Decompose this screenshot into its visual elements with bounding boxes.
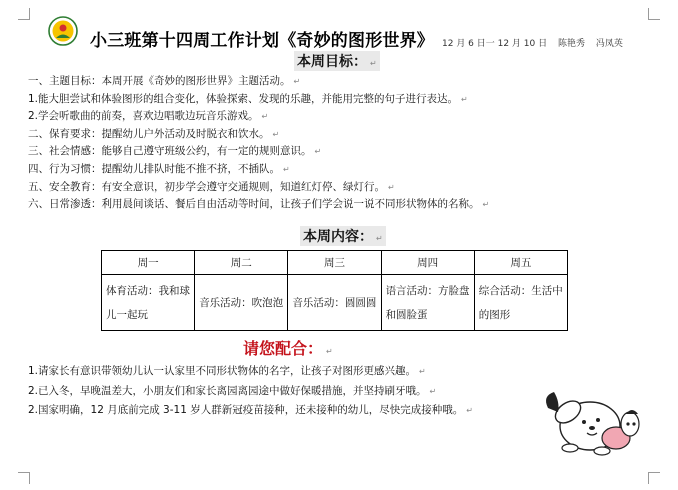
paragraph-mark-icon: ↵ [429,386,437,396]
activity-cell: 音乐活动：吹泡泡 [195,275,288,331]
crop-mark-top-right [648,8,660,20]
goals-list [28,73,588,214]
day-header: 周四 [381,251,474,275]
crop-mark-bottom-left [18,472,30,484]
goal-item: 五、安全教育：有安全意识，初步学会遵守交通规则，知道红灯停、绿灯行。 ↵ [28,180,395,193]
day-header: 周二 [195,251,288,275]
paragraph-mark-icon: ↵ [461,94,468,104]
goal-item: 一、主题目标：本周开展《奇妙的图形世界》主题活动。 ↵ [28,75,301,87]
cooperation-item: 2.已入冬，早晚温差大，小朋友们和家长离园离园途中做好保暖措施，并坚持刷牙哦。 ↵ [28,384,437,397]
page-title: 小三班第十四周工作计划《奇妙的图形世界》 [90,31,434,51]
paragraph-mark-icon: ↵ [388,182,395,192]
weekly-schedule-table [101,250,568,331]
crop-mark-top-left [18,8,30,20]
paragraph-mark-icon: ↵ [314,147,322,157]
crop-mark-bottom-right [648,472,660,484]
paragraph-mark-icon: ↵ [293,77,301,86]
header [90,26,631,51]
day-header: 周一 [102,251,195,275]
paragraph-mark-icon: ↵ [370,59,377,68]
goal-item: 二、保育要求：提醒幼儿户外活动及时脱衣和饮水。 ↵ [28,127,280,140]
content-heading: 本周内容： ↵ [300,226,386,246]
activity-cell: 音乐活动：圆圆圆 [288,275,381,331]
goals-heading: 本周目标： ↵ [294,51,380,71]
paragraph-mark-icon: ↵ [419,367,426,376]
cooperation-heading: 请您配合： ↵ [243,339,333,358]
paragraph-mark-icon: ↵ [466,406,473,415]
goal-item: 2.学会听歌曲的前奏，喜欢边唱歌边玩音乐游戏。 ↵ [28,110,269,123]
teacher-name-2: 冯凤英 [595,39,623,49]
cooperation-list [28,362,528,421]
goal-item: 四、行为习惯：提醒幼儿排队时能不推不挤，不插队。 ↵ [28,162,290,175]
paragraph-mark-icon: ↵ [261,112,269,122]
paragraph-mark-icon: ↵ [283,164,290,174]
paragraph-mark-icon: ↵ [272,129,280,139]
table-row [102,275,568,331]
activity-cell: 综合活动：生活中的图形 [474,275,567,331]
goal-item: 六、日常渗透：利用晨间谈话、餐后自由活动等时间，让孩子们学会说一说不同形状物体的名称。 ↵ [28,198,490,211]
table-header-row [102,251,568,275]
paragraph-mark-icon: ↵ [326,347,333,356]
goal-item: 1.能大胆尝试和体验图形的组合变化，体验探索、发现的乐趣，并能用完整的句子进行表达。 ↵ [28,92,468,105]
activity-cell: 体育活动：我和球儿一起玩 [102,275,195,331]
cooperation-item: 1.请家长有意识带领幼儿认一认家里不同形状物体的名字，让孩子对图形更感兴趣。 ↵ [28,365,426,377]
date-range: 12 月 6 日一 12 月 10 日 [442,39,548,49]
activity-cell: 语言活动：方脸盘和圆脸蛋 [381,275,474,331]
header-meta [442,36,631,49]
kindergarten-logo-icon [48,16,78,46]
teacher-name-1: 陈艳秀 [557,39,585,49]
day-header: 周三 [288,251,381,275]
cooperation-item: 2.国家明确，12 月底前完成 3-11 岁人群新冠疫苗接种，还未接种的幼儿，尽快完成接种哦。 ↵ [28,404,473,416]
day-header: 周五 [474,251,567,275]
puppy-mascot-icon [540,378,648,458]
paragraph-mark-icon: ↵ [482,200,490,210]
goal-item: 三、社会情感：能够自己遵守班级公约，有一定的规则意识。 ↵ [28,145,322,158]
paragraph-mark-icon: ↵ [376,234,383,243]
